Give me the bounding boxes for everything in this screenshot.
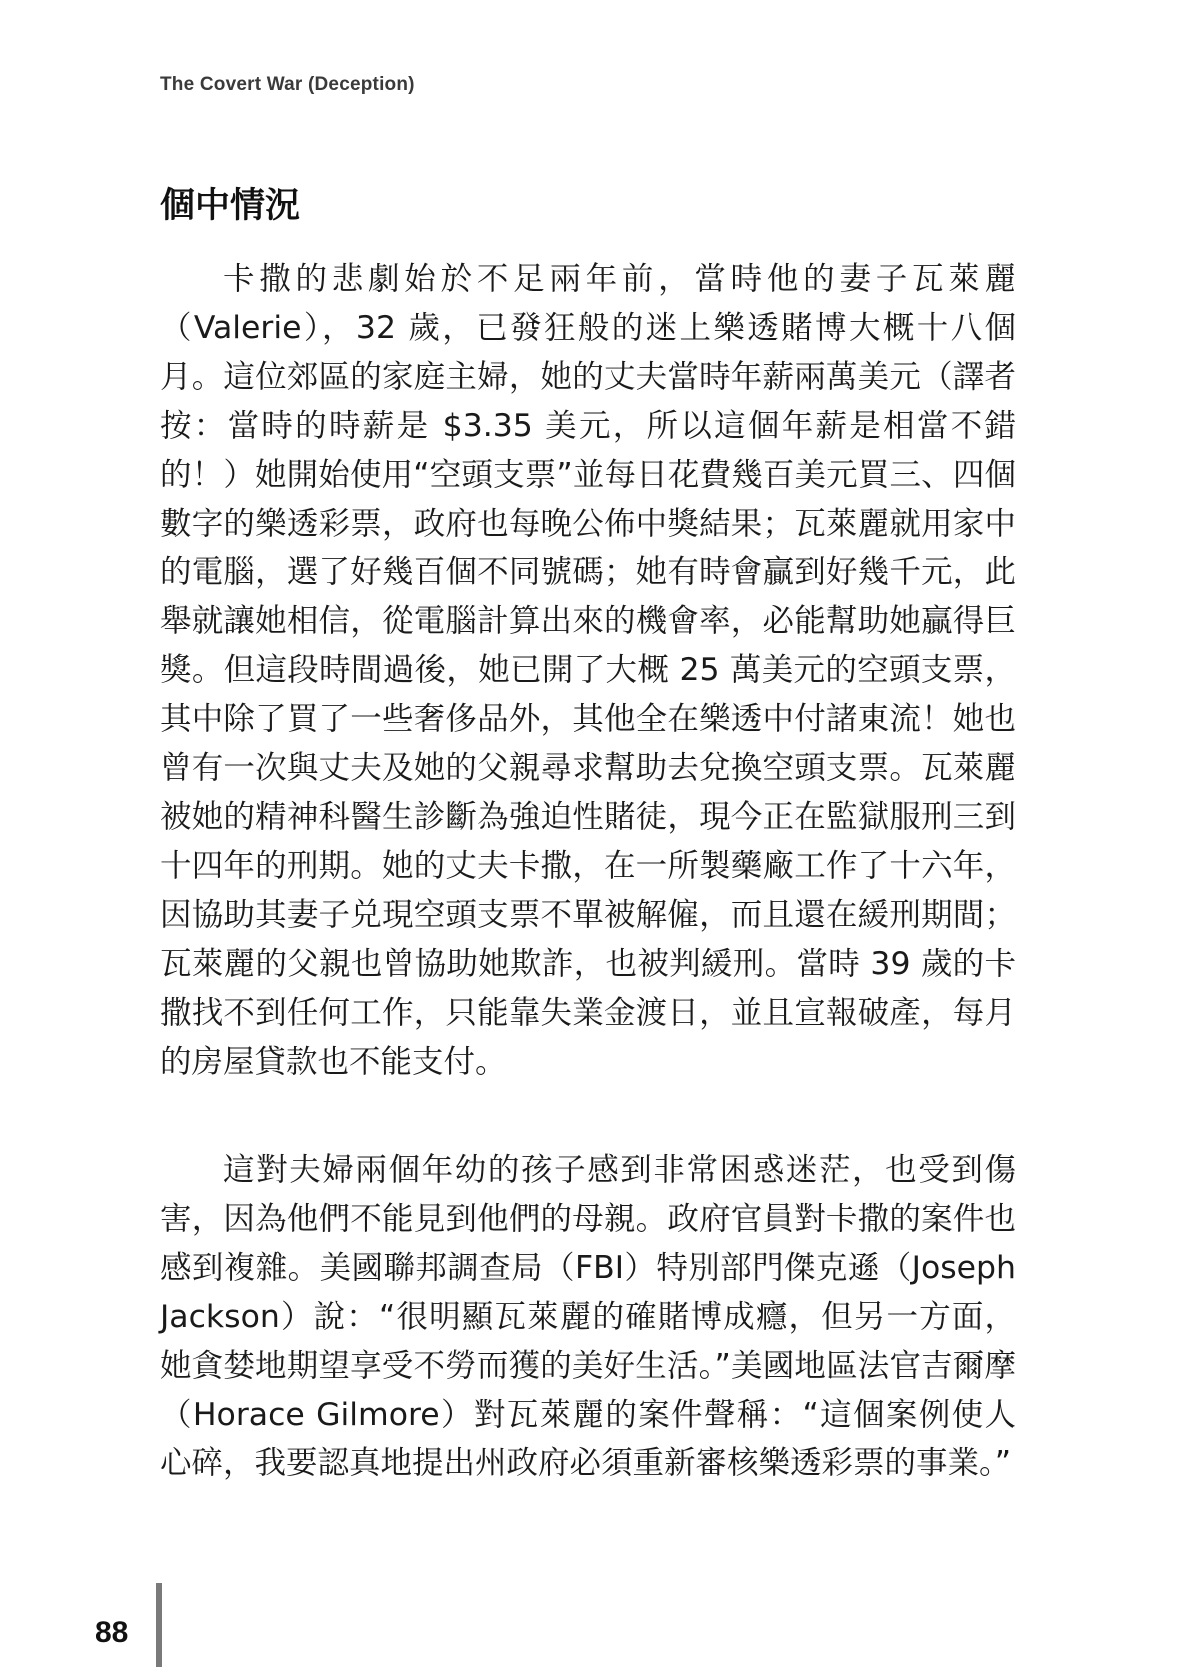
page-number: 88 bbox=[95, 1616, 129, 1649]
paragraph-2: 這對夫婦兩個年幼的孩子感到非常困惑迷茫，也受到傷害，因為他們不能見到他們的母親。政府官員對卡撒的案件也感到複雜。美國聯邦調查局（FBI）特別部門傑克遜（Joseph Jackson）說：“很明顯瓦萊麗的確賭博成癮，但另一方面，她貪婪地期望享受不勞而獲的美好生活。”美國地區法官吉爾摩（Horace Gilmore）對瓦萊麗的案件聲稱：“這個案例使人心碎，我要認真地提出州政府必須重新審核樂透彩票的事業。” bbox=[160, 1152, 1016, 1482]
running-header: The Covert War (Deception) bbox=[160, 74, 415, 95]
paragraph-1: 卡撒的悲劇始於不足兩年前，當時他的妻子瓦萊麗（Valerie），32 歲，已發狂般的迷上樂透賭博大概十八個月。這位郊區的家庭主婦，她的丈夫當時年薪兩萬美元（譯者按：當時的時薪是 $3.35 美元，所以這個年薪是相當不錯的！）她開始使用“空頭支票”並每日花費幾百美元買三、四個數字的樂透彩票，政府也每晚公佈中獎結果；瓦萊麗就用家中的電腦，選了好幾百個不同號碼；她有時會贏到好幾千元，此舉就讓她相信，從電腦計算出來的機會率，必能幫助她贏得巨獎。但這段時間過後，她已開了大概 25 萬美元的空頭支票，其中除了買了一些奢侈品外，其他全在樂透中付諸東流！她也曾有一次與丈夫及她的父親尋求幫助去兌換空頭支票。瓦萊麗被她的精神科醫生診斷為強迫性賭徒，現今正在監獄服刑三到十四年的刑期。她的丈夫卡撒，在一所製藥廠工作了十六年，因協助其妻子兑現空頭支票不單被解僱，而且還在緩刑期間；瓦萊麗的父親也曾協助她欺詐，也被判緩刑。當時 39 歲的卡撒找不到任何工作，只能靠失業金渡日，並且宣報破產，每月的房屋貸款也不能支付。 bbox=[160, 261, 1016, 1080]
section-title: 個中情況 bbox=[160, 186, 301, 226]
footer-rule bbox=[156, 1583, 162, 1667]
